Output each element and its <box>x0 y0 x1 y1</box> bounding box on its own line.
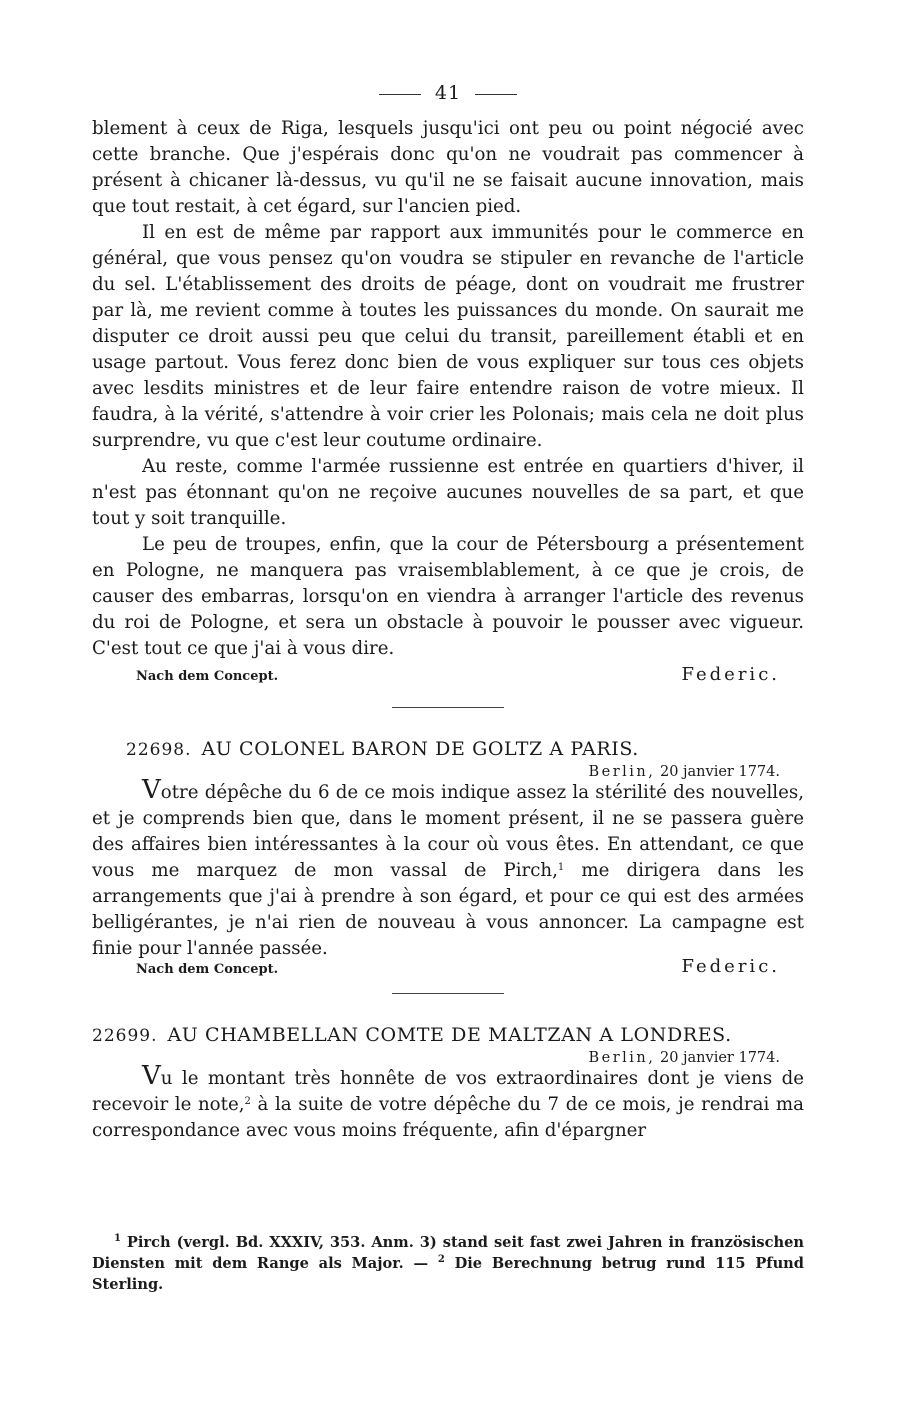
letter-title: AU COLONEL BARON DE GOLTZ A PARIS. <box>201 738 639 760</box>
letter-heading-22698 <box>92 738 804 760</box>
letter-text-cont: à la suite de votre dépêche du 7 de ce mois, je rendrai ma correspondance avec vous moins fréquente, afin d'épargner <box>92 1094 804 1141</box>
footnote-block <box>92 1232 804 1295</box>
letter-number: 22699. <box>92 1026 158 1046</box>
letter-text: otre dépêche du 6 de ce mois indique assez la stérilité des nouvelles, et je comprends bien que, dans le moment présent, il ne se passera guère des affaires bien intéressantes à la cour où vous êtes. En attendant, ce que vous me marquez de mon vassal de Pirch, <box>92 782 804 881</box>
dateline-date: 20 janvier 1774. <box>659 764 780 780</box>
letter-text-cont: me dirigera dans les arrangements que j'ai à prendre à son égard, et pour ce qui est des armées belligérantes, je n'ai rien de nouveau à vous annoncer. La campagne est finie pour l'année passée. <box>92 860 804 959</box>
dateline-place: Berlin, <box>588 1050 656 1066</box>
footnote-1-text: Pirch (vergl. Bd. XXXIV, 353. Anm. 3) stand seit fast zwei Jahren in französischen Diensten mit dem Range als Major. — <box>92 1234 804 1272</box>
letter-text: u le montant très honnête de vos extraordinaires dont je viens de recevoir le note, <box>92 1068 804 1115</box>
closing-row-22698 <box>92 956 804 977</box>
dropcap: V <box>142 1061 161 1091</box>
letter-body-22699 <box>92 1061 804 1144</box>
footnote-marker: 1 <box>557 862 565 873</box>
footnote-1-marker: 1 <box>114 1233 121 1244</box>
source-note: Nach dem Concept. <box>136 669 279 684</box>
source-note: Nach dem Concept. <box>136 962 279 977</box>
closing-row <box>92 664 804 685</box>
page-number-line <box>92 82 804 104</box>
dateline-place: Berlin, <box>588 764 656 780</box>
paragraph-armee-russienne: Au reste, comme l'armée russienne est entrée en quartiers d'hiver, il n'est pas étonnant qu'on ne reçoive aucunes nouvelles de sa part, et que tout y soit tranquille. <box>92 456 804 529</box>
dateline-22698 <box>92 764 780 780</box>
letter-number: 22698. <box>126 740 192 760</box>
dropcap: V <box>142 775 161 805</box>
section-divider <box>392 707 504 708</box>
page-number: 41 <box>434 82 462 104</box>
paragraph-troupes: Le peu de troupes, enfin, que la cour de Pétersbourg a présentement en Pologne, ne manquera pas vraisemblablement, à ce que je crois, de causer des embarras, lorsqu'on en viendra à arranger l'article des revenus du roi de Pologne, et sera un obstacle à pouvoir le pousser avec vigueur. C'est tout ce que j'ai à vous dire. <box>92 534 804 659</box>
dateline-date: 20 janvier 1774. <box>659 1050 780 1066</box>
folio-dash-left <box>379 94 421 95</box>
document-page <box>92 82 804 1144</box>
signature: Federic. <box>681 956 780 977</box>
paragraph-immunites: Il en est de même par rapport aux immunités pour le commerce en général, que vous pensez qu'on voudra se stipuler en revanche de l'article du sel. L'établissement des droits de péage, dont on voudrait me frustrer par là, me revient comme à toutes les puissances du monde. On saurait me disputer ce droit aussi peu que celui du transit, pareillement établi et en usage partout. Vous ferez donc bien de vous expliquer sur tous ces objets avec lesdits ministres et de leur faire entendre raison de votre mieux. Il faudra, à la vérité, s'attendre à voir crier les Polonais; mais cela ne doit plus surprendre, vu que c'est leur coutume ordinaire. <box>92 222 804 451</box>
folio-dash-right <box>475 94 517 95</box>
letter-heading-22699 <box>92 1024 804 1046</box>
letter-title: AU CHAMBELLAN COMTE DE MALTZAN A LONDRES. <box>167 1024 732 1046</box>
footnote-2-text: Die Berechnung betrug rund 115 Pfund Sterling. <box>92 1255 804 1293</box>
dateline-22699 <box>92 1050 780 1066</box>
paragraph-continued: blement à ceux de Riga, lesquels jusqu'ici ont peu ou point négocié avec cette branche. Que j'espérais donc qu'on ne voudrait pas commencer à présent à chicaner là-dessus, vu qu'il ne se faisait aucune innovation, mais que tout restait, à cet égard, sur l'ancien pied. <box>92 118 804 217</box>
footnote-marker: 2 <box>244 1096 251 1107</box>
footnotes <box>92 1232 804 1295</box>
section-divider <box>392 993 504 994</box>
footnote-2-marker: 2 <box>437 1254 445 1265</box>
letter-body-22698 <box>92 775 804 962</box>
signature: Federic. <box>681 664 780 685</box>
